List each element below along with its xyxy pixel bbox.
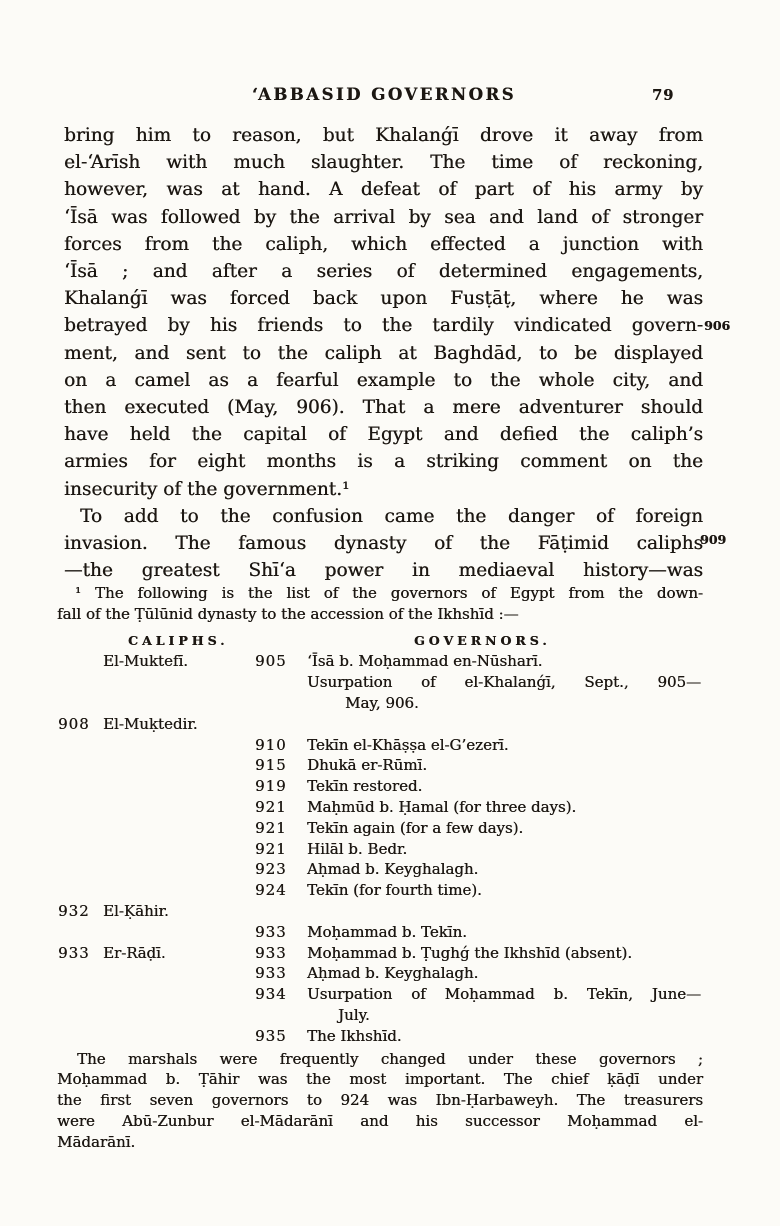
text-line: however, was at hand. A defeat of part of his army by — [64, 179, 703, 201]
table-row — [57, 1026, 703, 1047]
text-line: betrayed by his friends to the tardily vindicated govern- — [64, 315, 703, 337]
table-row — [57, 1005, 703, 1026]
governor-entry: Moḥammad b. Ṭughǵ the Ikhshīd (absent). — [307, 943, 633, 962]
main-text — [64, 122, 703, 584]
text-line: ment, and sent to the caliph at Baghdād, to be displayed — [64, 342, 703, 364]
footnote-line: were Abū-Zunbur el-Mādarānī and his successor Moḥammad el- — [57, 1111, 703, 1130]
governor-year: 923 — [255, 860, 287, 879]
text-line: forces from the caliph, which effected a junction with — [64, 233, 703, 255]
page-number: 79 — [652, 87, 675, 104]
governor-entry: Aḥmad b. Keyghalagh. — [307, 860, 479, 879]
footnote-line: ¹ The following is the list of the governors of Egypt from the down- — [75, 584, 703, 602]
caliph-name: Er-Rāḍī. — [103, 943, 166, 962]
text-line: on a camel as a fearful example to the whole city, and — [64, 369, 703, 391]
governor-year: 924 — [255, 881, 287, 900]
text-line: ‘Īsā ; and after a series of determined engagements, — [64, 261, 703, 283]
footnote-line: Mādarānī. — [57, 1132, 136, 1151]
text-line: Khalanǵī was forced back upon Fusṭāṭ, where he was — [64, 288, 703, 310]
text-line: armies for eight months is a striking comment on the — [64, 451, 703, 473]
footnote-closing-paragraph — [57, 1049, 703, 1153]
text-line: el-‘Arīsh with much slaughter. The time of reckoning, — [64, 152, 703, 174]
governor-entry: ‘Īsā b. Moḥammad en-Nūsharī. — [307, 652, 543, 671]
caliph-year: 932 — [58, 901, 90, 920]
governor-year: 910 — [255, 735, 287, 754]
governor-entry: Usurpation of Moḥammad b. Tekīn, June— — [307, 985, 701, 1004]
governor-entry: Maḥmūd b. Ḥamal (for three days). — [307, 797, 577, 816]
table-row — [57, 672, 703, 693]
governor-entry: Usurpation of el-Khalanǵī, Sept., 905— — [307, 673, 701, 692]
governor-year: 933 — [255, 922, 287, 941]
column-header-governors: GOVERNORS. — [414, 632, 551, 648]
text-line: bring him to reason, but Khalanǵī drove it away from — [64, 125, 703, 146]
table-row — [57, 651, 703, 672]
table-row — [57, 735, 703, 756]
text-line: To add to the confusion came the danger of foreign — [80, 505, 703, 527]
margin-year-note: 909 — [700, 532, 727, 547]
governor-year: 921 — [255, 797, 287, 816]
governor-year: 921 — [255, 818, 287, 837]
governor-entry: Tekīn el-Khāṣṣa el-G’ezerī. — [307, 735, 509, 754]
governor-year: 905 — [255, 652, 287, 671]
text-line: ‘Īsā was followed by the arrival by sea and land of stronger — [64, 206, 703, 228]
footnote-table-header — [57, 631, 703, 652]
table-row — [57, 714, 703, 735]
table-row — [57, 797, 703, 818]
margin-year-note: 906 — [704, 318, 731, 333]
governor-entry: The Ikhshīd. — [307, 1026, 402, 1045]
table-row — [57, 901, 703, 922]
governor-year: 933 — [255, 943, 287, 962]
governor-year: 921 — [255, 839, 287, 858]
governor-entry: Tekīn restored. — [307, 777, 423, 796]
governor-year: 915 — [255, 756, 287, 775]
governor-year: 933 — [255, 964, 287, 983]
caliph-name: El-Muktefī. — [103, 652, 188, 671]
footnote-line: the first seven governors to 924 was Ibn-Ḥarbaweyh. The treasurers — [57, 1091, 703, 1110]
table-row — [57, 880, 703, 901]
governor-entry: Moḥammad b. Tekīn. — [307, 922, 467, 941]
governor-year: 934 — [255, 985, 287, 1004]
footnote-line: The marshals were frequently changed under these governors ; — [77, 1049, 703, 1068]
governor-entry: July. — [338, 1005, 370, 1024]
text-line: then executed (May, 906). That a mere adventurer should — [64, 397, 703, 419]
table-row — [57, 922, 703, 943]
governor-entry: Aḥmad b. Keyghalagh. — [307, 964, 479, 983]
footnote-line: fall of the Ṭūlūnid dynasty to the accession of the Ikhshīd :— — [57, 604, 519, 623]
running-title: ‘ABBASID GOVERNORS — [251, 85, 516, 104]
governor-year: 935 — [255, 1026, 287, 1045]
table-row — [57, 818, 703, 839]
caliph-year: 908 — [58, 714, 90, 733]
footnote — [57, 583, 703, 1153]
table-row — [57, 943, 703, 964]
caliph-year: 933 — [58, 943, 90, 962]
governor-entry: May, 906. — [345, 693, 419, 712]
caliph-name: El-Ḳāhir. — [103, 901, 169, 920]
caliph-name: El-Muḳtedir. — [103, 714, 198, 733]
table-row — [57, 693, 703, 714]
column-header-caliphs: CALIPHS. — [128, 632, 229, 648]
footnote-line: Moḥammad b. Ṭāhir was the most important. The chief ḳāḍī under — [57, 1070, 703, 1089]
governor-entry: Tekīn (for fourth time). — [307, 881, 482, 900]
governor-year: 919 — [255, 777, 287, 796]
text-line: have held the capital of Egypt and defied the caliph’s — [64, 424, 703, 446]
table-row — [57, 755, 703, 776]
table-row — [57, 839, 703, 860]
table-row — [57, 963, 703, 984]
governor-entry: Tekīn again (for a few days). — [307, 818, 524, 837]
table-row — [57, 776, 703, 797]
text-line: invasion. The famous dynasty of the Fāṭimid caliphs — [64, 533, 703, 555]
text-line: —the greatest Shī‘a power in mediaeval history—was — [64, 560, 703, 582]
governor-entry: Dhukā er-Rūmī. — [307, 756, 428, 775]
table-row — [57, 984, 703, 1005]
text-line: insecurity of the government.¹ — [64, 478, 350, 500]
governor-entry: Hilāl b. Bedr. — [307, 839, 408, 858]
table-row — [57, 859, 703, 880]
